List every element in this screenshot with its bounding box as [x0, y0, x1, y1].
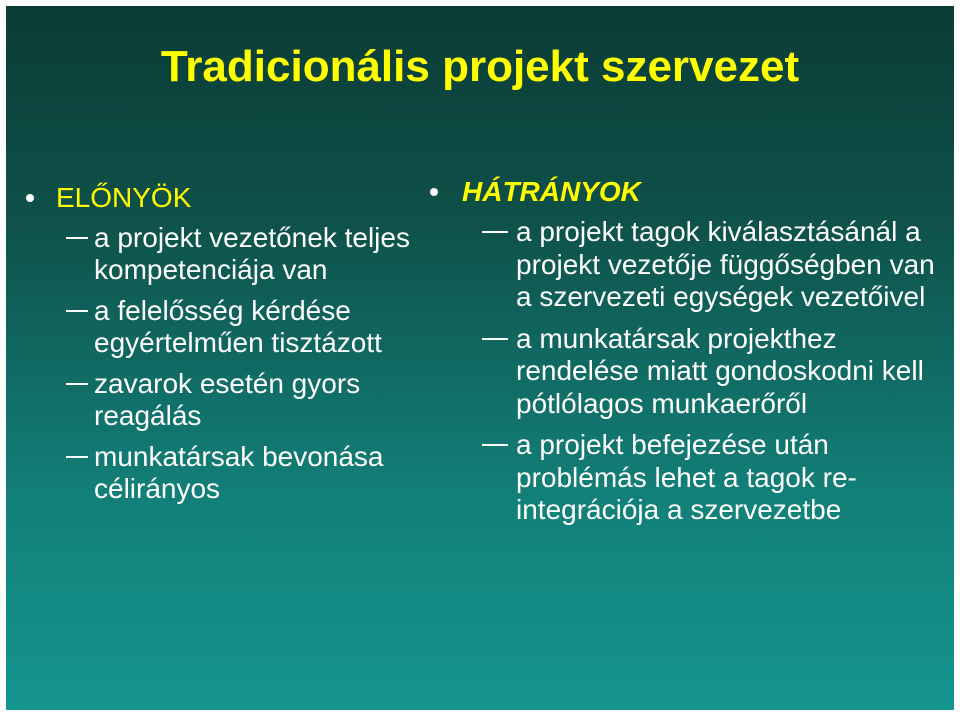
slide — [6, 6, 954, 710]
list-item — [26, 368, 446, 432]
list-item — [430, 429, 940, 527]
bullet-icon — [26, 194, 34, 202]
list-item-text: zavarok esetén gyors reagálás — [94, 368, 361, 431]
dash-icon — [482, 444, 508, 446]
list-item — [26, 222, 446, 286]
list-item-text: a munkatársak projekthez rendelése miatt gondoskodni kell pótlólagos munkaerőről — [516, 322, 924, 419]
dash-icon — [66, 310, 88, 312]
dash-icon — [66, 237, 88, 239]
disadvantages-list — [430, 216, 940, 527]
list-item — [26, 441, 446, 505]
dash-icon — [482, 231, 508, 233]
advantages-heading-row — [26, 182, 446, 214]
list-item-text: munkatársak bevonása célirányos — [94, 441, 384, 504]
list-item — [26, 295, 446, 359]
slide-title: Tradicionális projekt szervezet — [160, 42, 800, 91]
dash-icon — [66, 456, 88, 458]
disadvantages-heading-row — [430, 176, 940, 208]
list-item-text: a projekt befejezése után problémás lehet a tagok re-integrációja a szervezetbe — [516, 429, 857, 525]
list-item — [430, 323, 940, 421]
dash-icon — [66, 383, 88, 385]
advantages-column — [26, 182, 446, 514]
disadvantages-column — [430, 176, 940, 536]
advantages-list — [26, 222, 446, 505]
list-item-text: a projekt tagok kiválasztásánál a projekt vezetője függőségben van a szervezeti egységek vezetőivel — [516, 216, 935, 312]
dash-icon — [482, 338, 508, 340]
list-item-text: a projekt vezetőnek teljes kompetenciája van — [94, 222, 410, 285]
list-item — [430, 216, 940, 314]
disadvantages-heading: HÁTRÁNYOK — [462, 176, 641, 207]
list-item-text: a felelősség kérdése egyértelműen tisztázott — [94, 295, 382, 358]
bullet-icon — [430, 188, 438, 196]
advantages-heading: ELŐNYÖK — [56, 182, 192, 213]
